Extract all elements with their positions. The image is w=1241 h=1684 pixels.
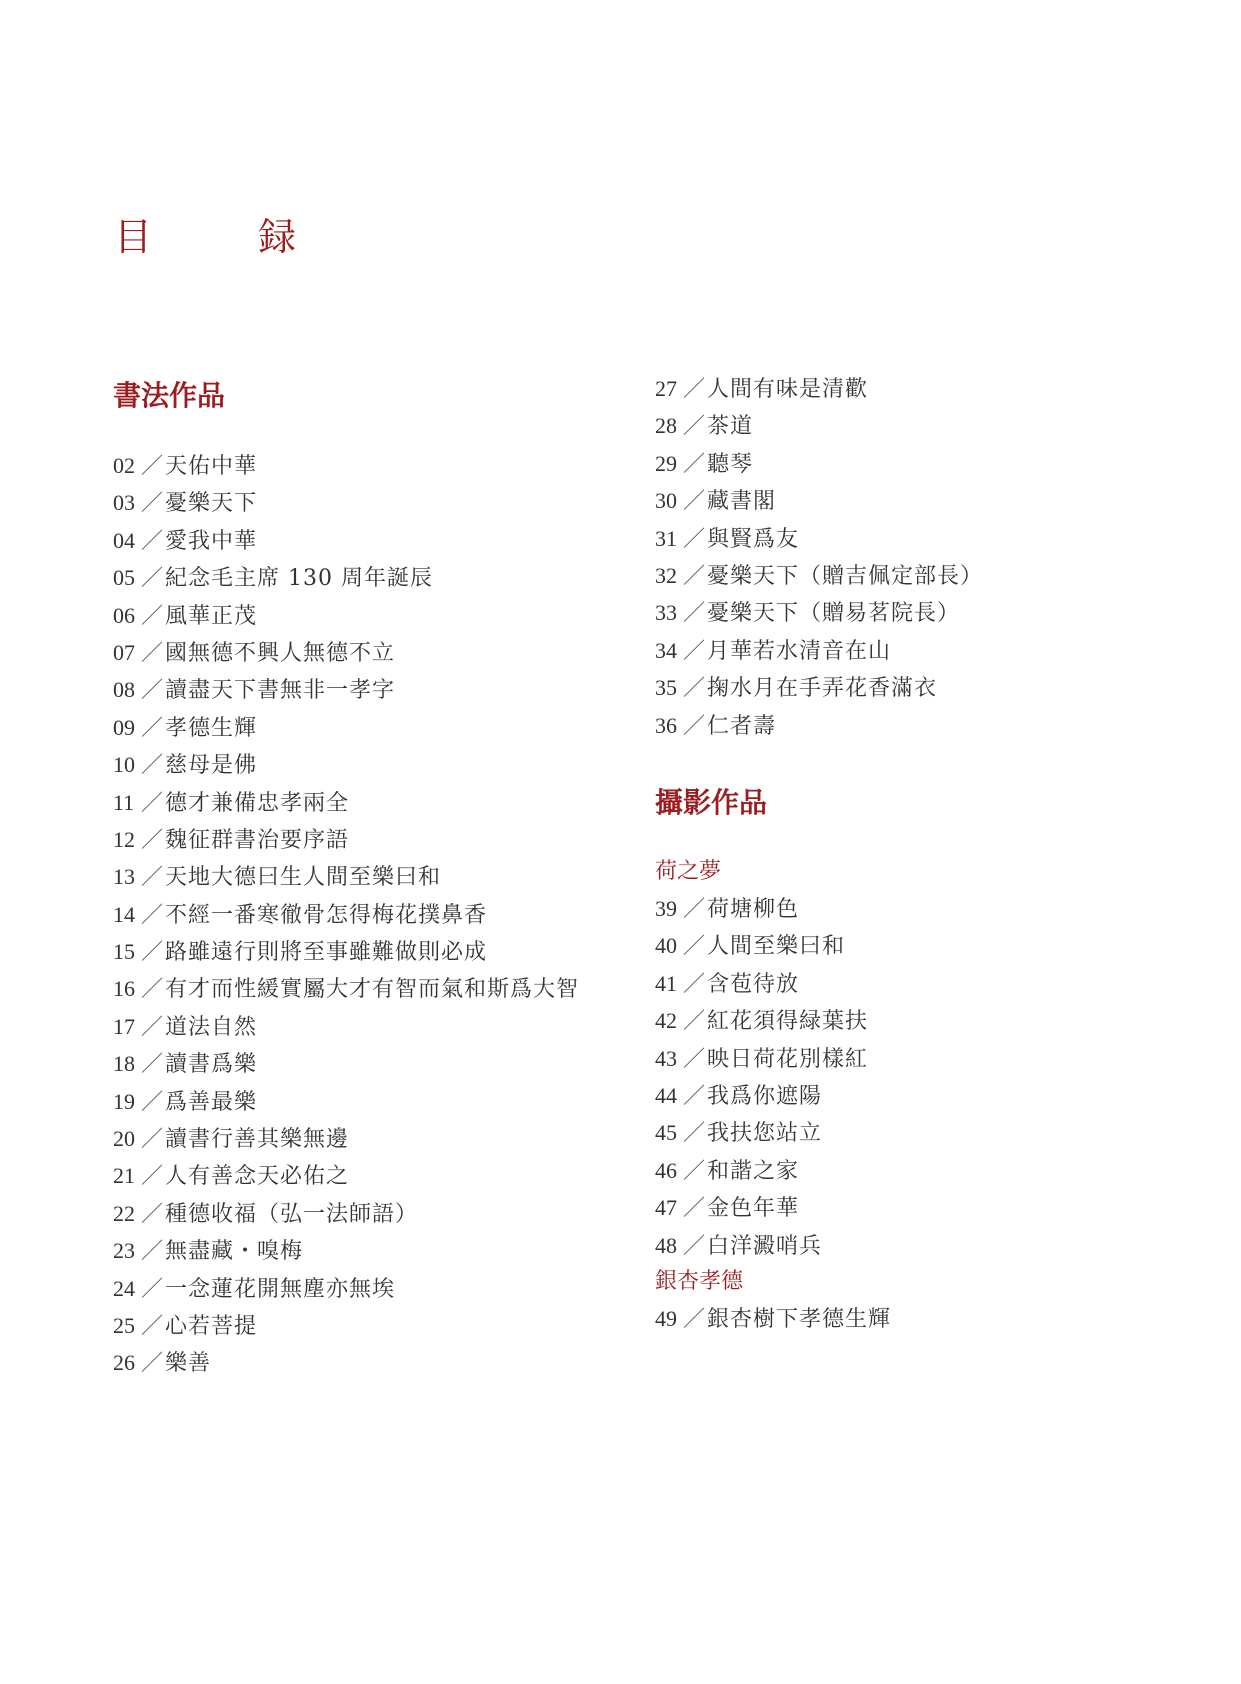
entry-separator: ／: [682, 971, 705, 997]
entry-page-number: 20: [113, 1126, 135, 1152]
entry-page-number: 25: [113, 1312, 135, 1338]
toc-entry: [113, 634, 579, 671]
toc-entry: [655, 1114, 868, 1151]
toc-entry: [655, 482, 983, 519]
entry-title: 風華正茂: [165, 603, 258, 629]
toc-entry: [655, 1300, 891, 1337]
toc-entry: [113, 1083, 579, 1120]
entry-page-number: 15: [113, 939, 135, 965]
entry-title: 映日荷花別樣紅: [707, 1046, 869, 1072]
entry-title: 孝德生輝: [165, 715, 258, 741]
toc-entry: [113, 709, 579, 746]
toc-entry: [655, 669, 983, 706]
entry-separator: ／: [140, 491, 163, 517]
entry-title: 有才而性緩實屬大才有智而氣和斯爲大智: [165, 977, 580, 1003]
toc-entry: [655, 370, 983, 407]
entry-page-number: 39: [655, 896, 677, 921]
entry-title: 憂樂天下: [165, 491, 258, 517]
entry-separator: ／: [682, 414, 705, 440]
entry-title: 與賢爲友: [707, 526, 800, 552]
entry-page-number: 32: [655, 562, 677, 588]
entry-title: 德才兼備忠孝兩全: [165, 790, 350, 816]
entry-title: 我扶您站立: [707, 1121, 823, 1147]
entry-page-number: 02: [113, 453, 135, 478]
toc-entry: [655, 1227, 868, 1264]
toc-entry: [113, 1270, 579, 1307]
entry-title: 天佑中華: [165, 454, 258, 479]
entry-separator: ／: [682, 638, 705, 664]
entry-page-number: 28: [655, 413, 677, 439]
toc-entry: [113, 1120, 579, 1157]
toc-entry: [113, 784, 579, 821]
entry-page-number: 45: [655, 1120, 677, 1146]
entry-title: 無盡藏・嗅梅: [165, 1239, 304, 1265]
entry-title: 聽琴: [707, 451, 754, 477]
entry-title: 不經一番寒徹骨怎得梅花撲鼻香: [165, 902, 488, 928]
entry-page-number: 12: [113, 826, 135, 852]
entry-page-number: 04: [113, 527, 135, 553]
entry-page-number: 43: [655, 1045, 677, 1071]
toc-entry: [113, 1307, 579, 1344]
entry-title: 仁者壽: [707, 713, 777, 739]
entry-title: 憂樂天下（贈易茗院長）: [707, 601, 961, 627]
subsection-heading-ginkgo: 銀杏孝德: [655, 1269, 744, 1294]
entry-separator: ／: [140, 827, 163, 853]
entry-page-number: 09: [113, 714, 135, 740]
entry-title: 我爲你遮陽: [707, 1083, 823, 1109]
entry-title: 魏征群書治要序語: [165, 827, 350, 853]
entry-title: 藏書閣: [707, 489, 777, 515]
entry-title: 國無德不興人無德不立: [165, 640, 396, 666]
toc-entry: [113, 447, 579, 484]
toc-entry: [655, 927, 868, 964]
toc-entry: [655, 445, 983, 482]
entry-page-number: 19: [113, 1088, 135, 1114]
entry-title: 人間至樂曰和: [707, 934, 846, 960]
entry-page-number: 13: [113, 864, 135, 890]
toc-entry: [655, 1040, 868, 1077]
entry-title: 路雖遠行則將至事雖難做則必成: [165, 940, 488, 966]
entry-page-number: 40: [655, 933, 677, 959]
entry-separator: ／: [140, 1127, 163, 1153]
entry-separator: ／: [140, 454, 163, 479]
entry-separator: ／: [140, 1089, 163, 1115]
toc-entry: [113, 1344, 579, 1381]
entry-separator: ／: [682, 563, 705, 589]
entry-title: 種德收福（弘一法師語）: [165, 1201, 419, 1227]
entry-page-number: 03: [113, 490, 135, 516]
toc-entry: [655, 557, 983, 594]
entry-separator: ／: [682, 1307, 705, 1332]
entry-separator: ／: [682, 934, 705, 960]
entry-separator: ／: [682, 676, 705, 702]
entry-separator: ／: [140, 1313, 163, 1339]
entry-separator: ／: [140, 1239, 163, 1265]
entry-separator: ／: [682, 1233, 705, 1259]
entry-page-number: 16: [113, 976, 135, 1002]
toc-entry: [113, 896, 579, 933]
entry-title: 紀念毛主席 130 周年誕辰: [165, 566, 433, 592]
entry-page-number: 26: [113, 1350, 135, 1376]
entry-separator: ／: [682, 377, 705, 402]
entry-separator: ／: [140, 753, 163, 779]
entry-title: 憂樂天下（贈吉佩定部長）: [707, 563, 984, 589]
entry-separator: ／: [140, 715, 163, 741]
entry-separator: ／: [140, 1052, 163, 1078]
toc-entry: [655, 1189, 868, 1226]
entry-separator: ／: [682, 713, 705, 739]
entry-page-number: 27: [655, 376, 677, 401]
entry-title: 慈母是佛: [165, 753, 258, 779]
toc-entry: [113, 858, 579, 895]
section-heading-calligraphy: 書法作品: [113, 379, 226, 412]
entry-separator: ／: [682, 526, 705, 552]
entry-title: 道法自然: [165, 1014, 258, 1040]
entry-page-number: 24: [113, 1275, 135, 1301]
toc-entry: [655, 1002, 868, 1039]
entry-title: 紅花須得緑葉扶: [707, 1009, 869, 1035]
entry-title: 銀杏樹下孝德生輝: [707, 1307, 892, 1332]
toc-entry: [113, 970, 579, 1007]
entry-title: 爲善最樂: [165, 1089, 258, 1115]
entry-page-number: 42: [655, 1008, 677, 1034]
entry-title: 一念蓮花開無塵亦無埃: [165, 1276, 396, 1302]
entry-separator: ／: [140, 977, 163, 1003]
entry-page-number: 22: [113, 1200, 135, 1226]
calligraphy-continued-list: [655, 370, 983, 744]
calligraphy-entry-list: [113, 447, 579, 1382]
entry-title: 月華若水清音在山: [707, 638, 892, 664]
toc-entry: [655, 965, 868, 1002]
entry-title: 和諧之家: [707, 1158, 800, 1184]
toc-entry: [113, 746, 579, 783]
entry-page-number: 33: [655, 600, 677, 626]
toc-entry: [655, 632, 983, 669]
entry-page-number: 49: [655, 1306, 677, 1331]
entry-separator: ／: [682, 1046, 705, 1072]
entry-separator: ／: [682, 1083, 705, 1109]
entry-page-number: 48: [655, 1232, 677, 1258]
toc-entry: [113, 933, 579, 970]
entry-page-number: 44: [655, 1082, 677, 1108]
ginkgo-entry-list: [655, 1300, 891, 1337]
toc-entry: [113, 484, 579, 521]
entry-separator: ／: [682, 451, 705, 477]
entry-page-number: 11: [113, 789, 135, 815]
toc-entry: [655, 407, 983, 444]
entry-page-number: 35: [655, 675, 677, 701]
entry-separator: ／: [140, 790, 163, 816]
entry-page-number: 17: [113, 1013, 135, 1039]
entry-title: 掬水月在手弄花香滿衣: [707, 676, 938, 702]
toc-entry: [113, 1157, 579, 1194]
entry-page-number: 07: [113, 639, 135, 665]
entry-separator: ／: [682, 489, 705, 515]
section-heading-photography: 攝影作品: [655, 786, 768, 819]
entry-page-number: 06: [113, 602, 135, 628]
entry-page-number: 46: [655, 1157, 677, 1183]
entry-title: 心若菩提: [165, 1313, 258, 1339]
entry-title: 荷塘柳色: [707, 897, 800, 922]
subsection-heading-lotus-dream: 荷之夢: [655, 859, 722, 884]
entry-title: 樂善: [165, 1351, 212, 1377]
entry-separator: ／: [140, 1164, 163, 1190]
entry-title: 讀書爲樂: [165, 1052, 258, 1078]
entry-title: 白洋澱哨兵: [707, 1233, 823, 1259]
toc-entry: [113, 1008, 579, 1045]
entry-separator: ／: [140, 902, 163, 928]
entry-separator: ／: [140, 1351, 163, 1377]
entry-page-number: 41: [655, 970, 677, 996]
entry-title: 讀盡天下書無非一孝字: [165, 678, 396, 704]
entry-separator: ／: [140, 678, 163, 704]
entry-separator: ／: [682, 601, 705, 627]
entry-separator: ／: [682, 1196, 705, 1222]
entry-separator: ／: [140, 603, 163, 629]
toc-entry: [113, 671, 579, 708]
entry-page-number: 18: [113, 1051, 135, 1077]
entry-page-number: 23: [113, 1238, 135, 1264]
entry-separator: ／: [140, 940, 163, 966]
entry-page-number: 31: [655, 525, 677, 551]
entry-title: 人有善念天必佑之: [165, 1164, 350, 1190]
entry-page-number: 29: [655, 450, 677, 476]
entry-page-number: 08: [113, 677, 135, 703]
toc-entry: [113, 1232, 579, 1269]
entry-separator: ／: [140, 865, 163, 891]
entry-separator: ／: [140, 640, 163, 666]
entry-page-number: 05: [113, 565, 135, 591]
entry-separator: ／: [140, 1201, 163, 1227]
entry-page-number: 14: [113, 901, 135, 927]
toc-entry: [655, 1077, 868, 1114]
lotus-dream-entry-list: [655, 890, 868, 1264]
entry-title: 讀書行善其樂無邊: [165, 1127, 350, 1153]
entry-title: 愛我中華: [165, 528, 258, 554]
entry-title: 人間有味是清歡: [707, 377, 869, 402]
entry-separator: ／: [682, 1121, 705, 1147]
entry-separator: ／: [140, 528, 163, 554]
toc-entry: [113, 559, 579, 596]
toc-entry: [655, 1152, 868, 1189]
toc-entry: [113, 821, 579, 858]
entry-separator: ／: [140, 1276, 163, 1302]
toc-entry: [113, 522, 579, 559]
entry-page-number: 10: [113, 752, 135, 778]
entry-separator: ／: [140, 1014, 163, 1040]
toc-entry: [655, 890, 868, 927]
entry-page-number: 47: [655, 1195, 677, 1221]
toc-entry: [655, 594, 983, 631]
entry-title: 茶道: [707, 414, 754, 440]
toc-entry: [113, 1195, 579, 1232]
entry-page-number: 34: [655, 637, 677, 663]
entry-separator: ／: [682, 897, 705, 922]
entry-separator: ／: [140, 566, 163, 592]
page-title: 目 録: [114, 215, 331, 259]
entry-page-number: 36: [655, 712, 677, 738]
entry-title: 天地大德曰生人間至樂曰和: [165, 865, 442, 891]
toc-entry: [113, 597, 579, 634]
entry-separator: ／: [682, 1158, 705, 1184]
entry-title: 含苞待放: [707, 971, 800, 997]
entry-separator: ／: [682, 1009, 705, 1035]
toc-entry: [113, 1045, 579, 1082]
entry-title: 金色年華: [707, 1196, 800, 1222]
toc-entry: [655, 520, 983, 557]
entry-page-number: 21: [113, 1163, 135, 1189]
toc-entry: [655, 707, 983, 744]
entry-page-number: 30: [655, 488, 677, 514]
